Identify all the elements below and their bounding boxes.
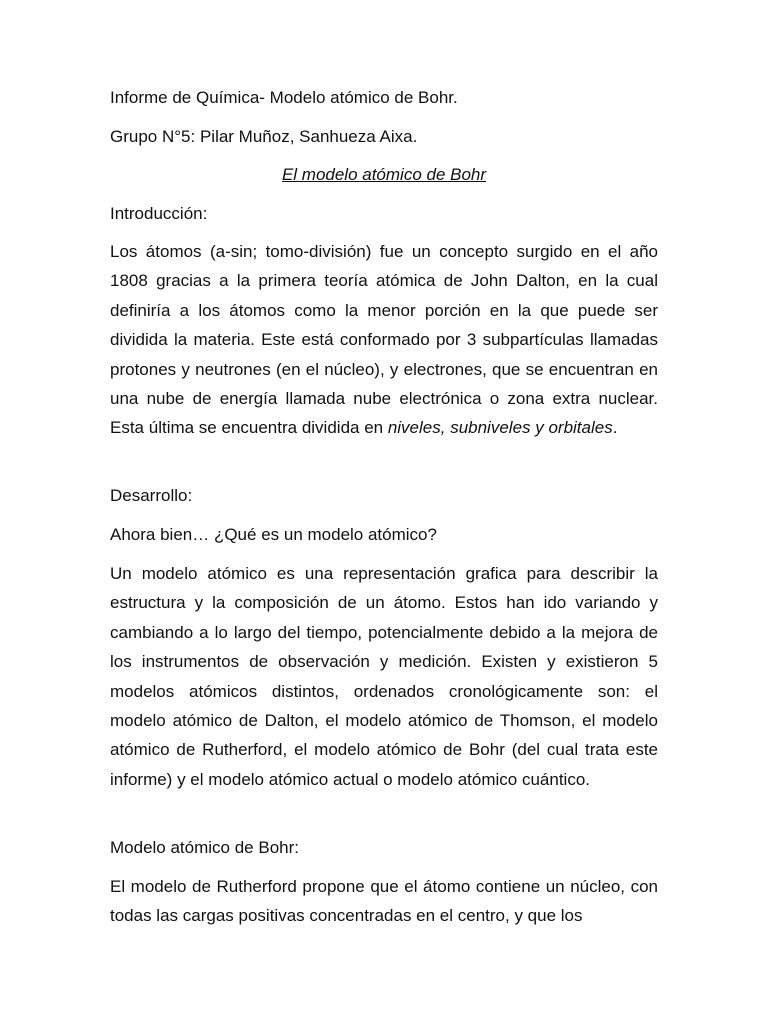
development-heading: Desarrollo: xyxy=(110,486,193,505)
report-header-line: Informe de Química- Modelo atómico de Bohr. xyxy=(110,88,458,107)
bohr-model-paragraph: El modelo de Rutherford propone que el átomo contiene un núcleo, con todas las cargas positivas concentradas en el centro, y que los xyxy=(110,877,658,926)
development-paragraph: Un modelo atómico es una representación grafica para describir la estructura y la composición de un átomo. Estos han ido variando y cambiando a lo largo del tiempo, potencialmente debido a la mejora de los instrumentos de observación y medición. Existen y existieron 5 modelos atómicos distintos, ordenados cronológicamente son: el modelo atómico de Dalton, el modelo atómico de Thomson, el modelo atómico de Rutherford, el modelo atómico de Bohr (del cual trata este informe) y el modelo atómico actual o modelo atómico cuántico. xyxy=(110,564,658,789)
introduction-heading: Introducción: xyxy=(110,204,208,223)
introduction-italic-text: niveles, subniveles y orbitales xyxy=(387,418,613,438)
group-members-line: Grupo N°5: Pilar Muñoz, Sanhueza Aixa. xyxy=(110,127,418,146)
introduction-end: . xyxy=(612,418,618,438)
bohr-model-heading: Modelo atómico de Bohr: xyxy=(110,838,299,857)
introduction-paragraph xyxy=(110,237,658,443)
introduction-text: Los átomos (a-sin; tomo-división) fue un concepto surgido en el año 1808 gracias a la primera teoría atómica de John Dalton, en la cual definiría a los átomos como la menor porción en la que puede ser dividida la materia. Este está conformado por 3 subpartículas llamadas protones y neutrones (en el núcleo), y electrones, que se encuentran en una nube de energía llamada nube electrónica o zona extra nuclear. Esta última se encuentra dividida en xyxy=(110,242,658,438)
question-line: Ahora bien… ¿Qué es un modelo atómico? xyxy=(110,525,437,544)
document-title: El modelo atómico de Bohr xyxy=(281,165,487,184)
